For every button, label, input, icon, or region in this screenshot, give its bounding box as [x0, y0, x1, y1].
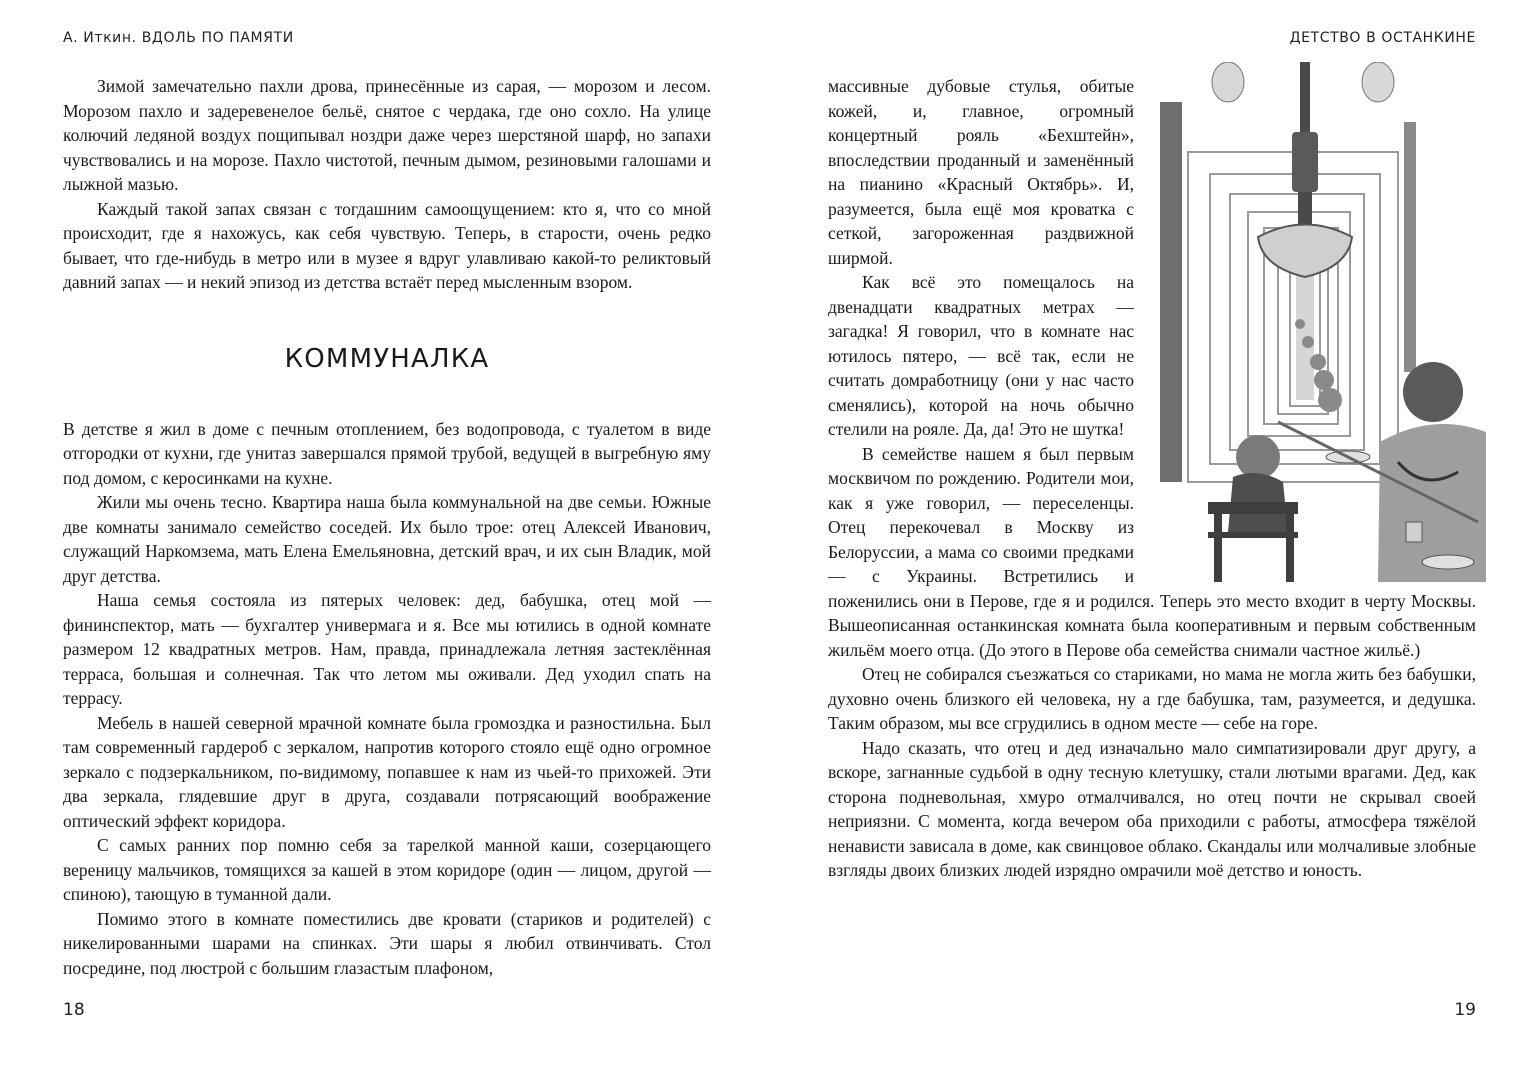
left-page-number: 18 [63, 1000, 85, 1020]
left-running-head: А. Иткин. ВДОЛЬ ПО ПАМЯТИ [63, 30, 294, 46]
paragraph: Помимо этого в комнате поместились две кровати (стариков и родителей) с никелированными шарами на спинках. Эти шары я любил отвинчивать. Стол посредине, под люстрой с большим глазастым плафоном, [63, 908, 711, 978]
left-page-text [63, 74, 711, 980]
right-running-head: ДЕТСТВО В ОСТАНКИНЕ [1289, 30, 1476, 46]
paragraph: Как всё это помещалось на двенадцати квадратных метрах — загадка! Я говорил, что в комнате нас ютилось пятеро, — всё так, если не считать домработницу (они у нас часто сменялись), которой на ночь обычно стелили на рояле. Да, да! Это не шутка! [828, 272, 1134, 439]
illustration-drawing [1148, 62, 1486, 582]
paragraph: В детстве я жил в доме с печным отоплением, без водопровода, с туалетом в виде отгородки от кухни, где унитаз завершался прямой трубой, ведущей в выгребную яму под домом, с керосинками на кухне. [63, 418, 711, 488]
paragraph: Надо сказать, что отец и дед изначально мало симпатизировали друг другу, а вскоре, загнанные судьбой в одну тесную клетушку, стали лютыми врагами. Дед, как сторона подневольная, хмуро отмалчивался, но отец почти не скрывал своей неприязни. С момента, когда вечером оба приходили с работы, атмосфера тяжёлой ненависти зависала в доме, как свинцовое облако. Скандалы или молчаливые злобные взгляды двоих близких людей изрядно омрачили моё детство и юность. [828, 737, 1476, 880]
paragraph: массивные дубовые стулья, обитые кожей, и, главное, огромный концертный рояль «Бехштейн», впоследствии проданный и заменённый на пианино «Красный Октябрь». И, разумеется, была ещё моя кроватка с сеткой, загороженная раздвижной ширмой. [828, 76, 1134, 268]
paragraph: Мебель в нашей северной мрачной комнате была громоздка и разностильна. Был там современный гардероб с зеркалом, напротив которого стояло ещё одно огромное зеркало с подзеркальником, по-видимому, попавшее к нам из чьей-то прихожей. Эти два зеркала, глядевшие друг в друга, создавали потрясающий воображение оптический эффект коридора. [63, 712, 711, 831]
mirror-corridor-illustration [1148, 62, 1486, 582]
chapter-title: КОММУНАЛКА [284, 343, 490, 374]
paragraph: Каждый такой запах связан с тогдашним самоощущением: кто я, что со мной происходит, где я нахожусь, как себя чувствую. Теперь, в старости, очень редко бывает, что где-нибудь в метро или в музее я вдруг улавливаю какой-то реликтовый давний запах — и некий эпизод из детства встаёт перед мысленным взором. [63, 198, 711, 292]
paragraph: Отец не собирался съезжаться со стариками, но мама не могла жить без бабушки, духовно очень близкого ей человека, ну а где бабушка, там, разумеется, и дедушка. Таким образом, мы все сгрудились в одном месте — себе на горе. [828, 664, 1476, 733]
right-page-number: 19 [1454, 1000, 1476, 1020]
paragraph: Жили мы очень тесно. Квартира наша была коммунальной на две семьи. Южные две комнаты занимало семейство соседей. Их было трое: отец Алексей Иванович, служащий Наркомзема, мать Елена Емельяновна, детский врач, и их сын Владик, мой друг детства. [63, 492, 711, 586]
paragraph: С самых ранних пор помню себя за тарелкой манной каши, созерцающего вереницу мальчиков, томящихся за кашей в этом коридоре (один — лицом, другой — спиною), тающую в туманной дали. [63, 835, 711, 904]
paragraph: Наша семья состояла из пятерых человек: дед, бабушка, отец мой — фининспектор, мать — бухгалтер универмага и я. Все мы ютились в одной комнате размером 12 квадратных метров. Нам, правда, принадлежала летняя застеклённая терраса, большая и солнечная. Так что летом мы оживали. Дед уходил спать на террасу. [63, 590, 711, 708]
paragraph: Зимой замечательно пахли дрова, принесённые из сарая, — морозом и лесом. Морозом пахло и задеревенелое бельё, снятое с чердака, где оно сохло. На улице колючий ледяной воздух пощипывал ноздри даже через шерстяной шарф, но запахи чувствовались и на морозе. Пахло чистотой, печным дымом, резиновыми галошами и лыжной мазью. [63, 76, 711, 194]
paragraph: В семействе нашем я был первым москвичом по рождению. Родители мои, как я уже говорил, — переселенцы. Отец перекочевал в Москву из Белоруссии, а мама со своими предками — с Украины. Встретились и поженились они в Перове, где я и родился. Теперь это место входит в черту Москвы. Вышеописанная останкинская комната была кооперативным и первым собственным жильём моего отца. (До этого в Перове оба семейства снимали частное жильё.) [828, 443, 1476, 660]
right-page-text [828, 74, 1476, 883]
